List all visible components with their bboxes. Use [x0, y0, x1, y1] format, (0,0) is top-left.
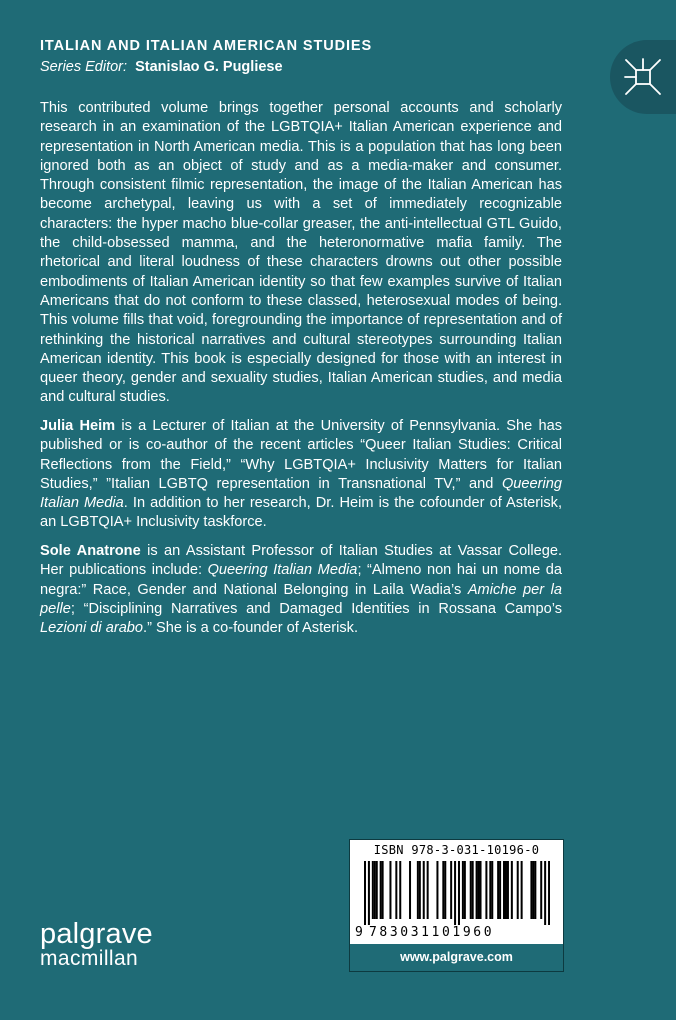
barcode-digits: 783031101960 — [369, 925, 495, 940]
barcode-bar — [503, 861, 505, 919]
barcode-bar — [511, 861, 513, 919]
barcode-bar — [497, 861, 499, 919]
author-bio-julia-heim — [40, 417, 562, 533]
barcode-bar — [450, 861, 452, 919]
barcode-bar — [530, 861, 532, 919]
barcode-bar — [444, 861, 446, 919]
barcode-bar — [364, 861, 366, 925]
barcode-bar — [534, 861, 536, 919]
series-editor-label: Series Editor: — [40, 59, 128, 75]
barcode-bar — [395, 861, 397, 919]
bio-text: is a Lecturer of Italian at the University of Pennsylvania. She has published or is co-author of the recent articles “Queer Italian Studies: Critical Reflections from the Field,” “Why LGBTQIA+ Inclusivity Matters for Italian Studies,” ”Italian LGBTQ representation in Transnational TV,” and — [40, 418, 562, 492]
bio-text: . In addition to her research, Dr. Heim is the cofounder of Asterisk, an LGBTQIA+ Inclusivity taskforce. — [40, 495, 562, 531]
barcode-bar — [423, 861, 425, 919]
springer-nature-chess-knight-icon — [623, 57, 663, 97]
barcode-bar — [380, 861, 382, 919]
publisher-website[interactable]: www.palgrave.com — [350, 944, 563, 971]
barcode-bar — [427, 861, 429, 919]
barcode-bar — [454, 861, 456, 925]
author-name: Sole Anatrone — [40, 543, 141, 559]
bio-text: ; “Disciplining Narratives and Damaged Identities in Rossana Campo’s — [70, 600, 562, 617]
barcode-bar — [372, 861, 374, 919]
barcode-bar — [374, 861, 376, 919]
barcode-bar — [476, 861, 478, 919]
barcode-bar — [399, 861, 401, 919]
barcode-bar — [478, 861, 480, 919]
barcode-bar — [489, 861, 491, 919]
publisher-logo-line1: palgrave — [40, 918, 153, 950]
barcode-bar — [499, 861, 501, 919]
bio-italic-title: Amiche per la pelle — [40, 581, 562, 617]
book-description: This contributed volume brings together personal accounts and scholarly research in an examination of the LGBTQIA+ Italian American experience and representation in North American media. This is a population that has long been ignored both as an object of study and as a media-maker and consumer. Through consistent filmic representation, the image of the Italian American has become archetypal, leaving us with a set of immediately recognizable characters: the hyper macho blue-collar greaser, the anti-intellectual GTL Guido, the child-obsessed mamma, and the heteronormative mafia family. The rhetorical and literal loudness of these characters drowns out other possible embodiments of Italian American identity so that few examples survive of Italian Americans that do not conform to these classed, heterosexual modes of being. This volume fills that void, foregrounding the importance of representation and of rethinking the historical narratives and cultural stereotypes surrounding Italian American identity. This book is especially designed for those with an interest in queer theory, gender and sexuality studies, Italian American studies, and media and cultural studies. — [40, 100, 562, 406]
isbn-barcode-box — [349, 839, 564, 972]
barcode-bar — [464, 861, 466, 919]
barcode-bar — [382, 861, 384, 919]
author-name: Julia Heim — [40, 418, 116, 434]
barcode-bar — [389, 861, 391, 919]
barcode-bar — [521, 861, 523, 919]
bio-italic-title: Queering Italian Media — [40, 475, 562, 512]
bio-italic-title: Queering Italian Media — [207, 562, 358, 579]
isbn-label: ISBN 978-3-031-10196-0 — [373, 843, 540, 857]
barcode-bar — [544, 861, 546, 925]
series-title: ITALIAN AND ITALIAN AMERICAN STUDIES — [40, 38, 373, 54]
barcode-bar — [419, 861, 421, 919]
publisher-logo-line2: macmillan — [40, 947, 139, 970]
barcode-bar — [532, 861, 534, 919]
barcode-bar — [507, 861, 509, 919]
barcode-bar — [472, 861, 474, 919]
barcode-bar — [409, 861, 411, 919]
barcode — [364, 861, 550, 925]
bio-italic-title: Lezioni di arabo — [40, 620, 144, 637]
barcode-bar — [458, 861, 460, 925]
palgrave-macmillan-logo — [40, 920, 153, 970]
barcode-bar — [517, 861, 519, 919]
bio-text: ; “Almeno non hai un nome da negra:” Race, Gender and National Belonging in Laila Wadia’s — [40, 562, 562, 598]
barcode-bar — [540, 861, 542, 919]
series-editor — [40, 59, 283, 75]
barcode-bar — [436, 861, 438, 919]
barcode-bar — [491, 861, 493, 919]
barcode-first-digit: 9 — [355, 925, 363, 940]
bio-text: .” She is a co-founder of Asterisk. — [143, 620, 358, 637]
bio-text: is an Assistant Professor of Italian Studies at Vassar College. Her publications include: — [40, 543, 562, 579]
barcode-bar — [548, 861, 550, 925]
barcode-bar — [462, 861, 464, 919]
barcode-bar — [376, 861, 378, 919]
author-bio-sole-anatrone — [40, 542, 562, 638]
barcode-bar — [368, 861, 370, 925]
barcode-bar — [470, 861, 472, 919]
barcode-bar — [485, 861, 487, 919]
barcode-bar — [417, 861, 419, 919]
publisher-logo-tab — [610, 40, 676, 114]
barcode-bar — [442, 861, 444, 919]
barcode-bar — [480, 861, 482, 919]
series-editor-name: Stanislao G. Pugliese — [135, 59, 283, 75]
barcode-bar — [505, 861, 507, 919]
